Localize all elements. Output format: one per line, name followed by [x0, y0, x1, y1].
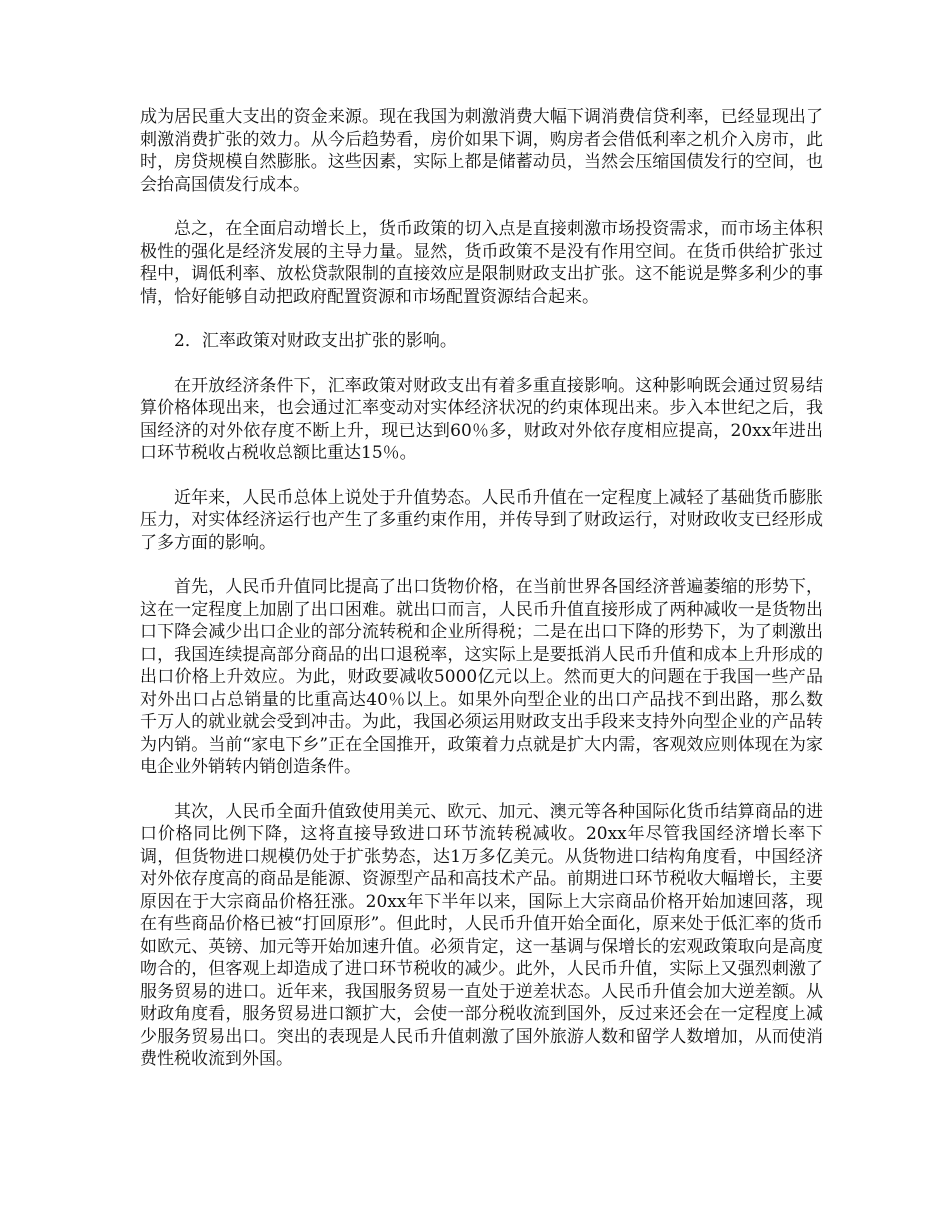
paragraph-5: 近年来，人民币总体上说处于升值势态。人民币升值在一定程度上减轻了基础货币膨胀压力，对实体经济运行也产生了多重约束作用，并传导到了财政运行，对财政收支已经形成了多方面的影响。: [140, 487, 823, 553]
section-heading-exchange-rate: 2．汇率政策对财政支出扩张的影响。: [174, 331, 457, 351]
document-body: [140, 106, 823, 1093]
paragraph-6: 首先，人民币升值同比提高了出口货物价格，在当前世界各国经济普遍萎缩的形势下，这在一定程度上加剧了出口困难。就出口而言，人民币升值直接形成了两种减收一是货物出口下降会减少出口企业的部分流转税和企业所得税；二是在出口下降的形势下，为了刺激出口，我国连续提高部分商品的出口退税率，这实际上是要抵消人民币升值和成本上升形成的出口价格上升效应。为此，财政要减收5000亿元以上。然而更大的问题在于我国一些产品对外出口占总销量的比重高达40％以上。如果外向型企业的出口产品找不到出路，那么数千万人的就业就会受到冲击。为此，我国必须运用财政支出手段来支持外向型企业的产品转为内销。当前“家电下乡”正在全国推开，政策着力点就是扩大内需，客观效应则体现在为家电企业外销转内销创造条件。: [140, 577, 823, 777]
paragraph-4: 在开放经济条件下，汇率政策对财政支出有着多重直接影响。这种影响既会通过贸易结算价格体现出来，也会通过汇率变动对实体经济状况的约束体现出来。步入本世纪之后，我国经济的对外依存度不断上升，现已达到60％多，财政对外依存度相应提高，20xx年进出口环节税收占税收总额比重达15％。: [140, 375, 823, 463]
paragraph-1: 成为居民重大支出的资金来源。现在我国为刺激消费大幅下调消费信贷利率，已经显现出了刺激消费扩张的效力。从今后趋势看，房价如果下调，购房者会借低利率之机介入房市，此时，房贷规模自然膨胀。这些因素，实际上都是储蓄动员，当然会压缩国债发行的空间，也会抬高国债发行成本。: [140, 107, 823, 195]
paragraph-7: 其次，人民币全面升值致使用美元、欧元、加元、澳元等各种国际化货币结算商品的进口价格同比例下降，这将直接导致进口环节流转税减收。20xx年尽管我国经济增长率下调，但货物进口规模仍处于扩张势态，达1万多亿美元。从货物进口结构角度看，中国经济对外依存度高的商品是能源、资源型产品和高技术产品。前期进口环节税收大幅增长，主要原因在于大宗商品价格狂涨。20xx年下半年以来，国际上大宗商品价格开始加速回落，现在有些商品价格已被“打回原形”。但此时，人民币升值开始全面化，原来处于低汇率的货币如欧元、英镑、加元等开始加速升值。必须肯定，这一基调与保增长的宏观政策取向是高度吻合的，但客观上却造成了进口环节税收的减少。此外，人民币升值，实际上又强烈刺激了服务贸易的进口。近年来，我国服务贸易一直处于逆差状态。人民币升值会加大逆差额。从财政角度看，服务贸易进口额扩大，会使一部分税收流到国外，反过来还会在一定程度上减少服务贸易出口。突出的表现是人民币升值刺激了国外旅游人数和留学人数增加，从而使消费性税收流到外国。: [140, 801, 823, 1069]
paragraph-2: 总之，在全面启动增长上，货币政策的切入点是直接刺激市场投资需求，而市场主体积极性的强化是经济发展的主导力量。显然，货币政策不是没有作用空间。在货币供给扩张过程中，调低利率、放松贷款限制的直接效应是限制财政支出扩张。这不能说是弊多利少的事情，恰好能够自动把政府配置资源和市场配置资源结合起来。: [140, 219, 823, 307]
